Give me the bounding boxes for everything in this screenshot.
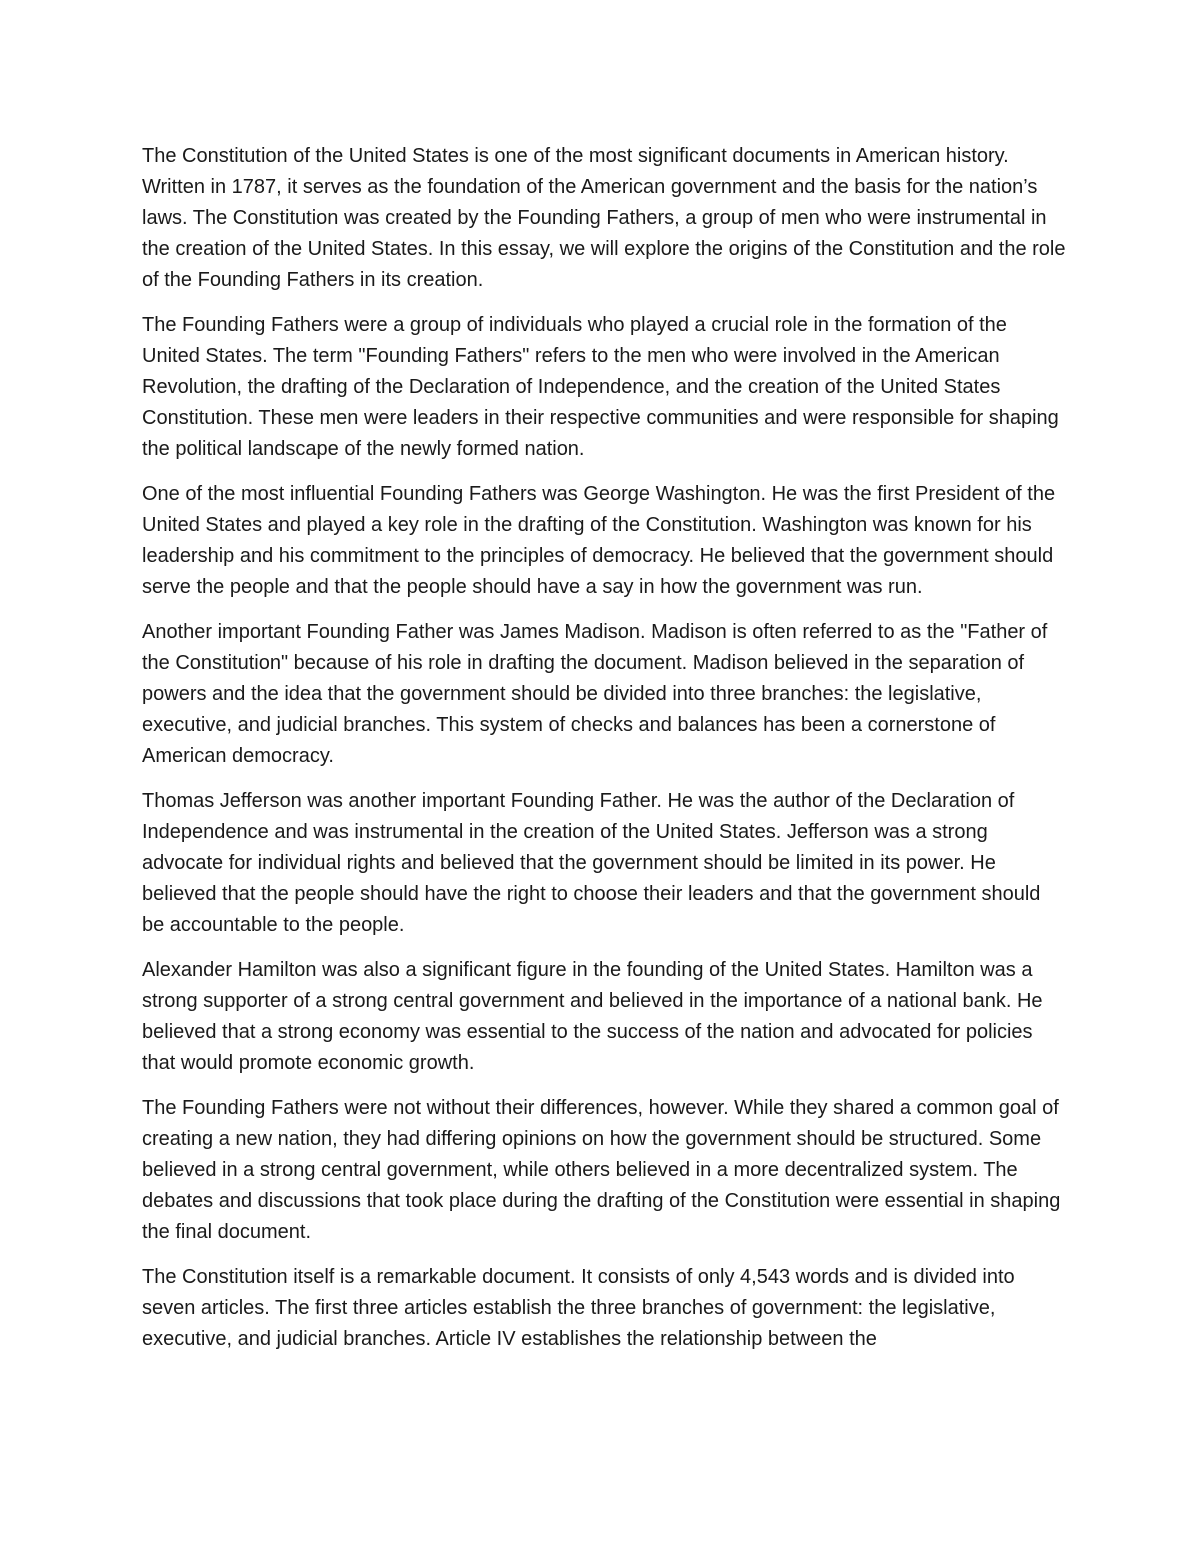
paragraph-1: The Constitution of the United States is one of the most significant documents in American history. Written in 1787, it serves as the foundation of the American government and the basis for the nation’s laws. The Constitution was created by the Founding Fathers, a group of men who were instrumental in the creation of the United States. In this essay, we will explore the origins of the Constitution and the role of the Founding Fathers in its creation.	[142, 145, 1066, 291]
paragraph-2: The Founding Fathers were a group of individuals who played a crucial role in the formation of the United States. The term "Founding Fathers" refers to the men who were involved in the American Revolution, the drafting of the Declaration of Independence, and the creation of the United States Constitution. These men were leaders in their respective communities and were responsible for shaping the political landscape of the newly formed nation.	[142, 314, 1059, 460]
paragraph-7: The Founding Fathers were not without their differences, however. While they shared a common goal of creating a new nation, they had differing opinions on how the government should be structured. Some believed in a strong central government, while others believed in a more decentralized system. The debates and discussions that took place during the drafting of the Constitution were essential in shaping the final document.	[142, 1097, 1061, 1243]
paragraph-6: Alexander Hamilton was also a significant figure in the founding of the United States. Hamilton was a strong supporter of a strong central government and believed in the importance of a national bank. He believed that a strong economy was essential to the success of the nation and advocated for policies that would promote economic growth.	[142, 959, 1043, 1074]
paragraph-8: The Constitution itself is a remarkable document. It consists of only 4,543 words and is divided into seven articles. The first three articles establish the three branches of government: the legislative, executive, and judicial branches. Article IV establishes the relationship between the	[142, 1266, 1015, 1350]
document-body	[142, 141, 1067, 1369]
paragraph-3: One of the most influential Founding Fathers was George Washington. He was the first President of the United States and played a key role in the drafting of the Constitution. Washington was known for his leadership and his commitment to the principles of democracy. He believed that the government should serve the people and that the people should have a say in how the government was run.	[142, 483, 1056, 598]
paragraph-4: Another important Founding Father was James Madison. Madison is often referred to as the "Father of the Constitution" because of his role in drafting the document. Madison believed in the separation of powers and the idea that the government should be divided into three branches: the legislative, executive, and judicial branches. This system of checks and balances has been a cornerstone of American democracy.	[142, 621, 1048, 767]
paragraph-5: Thomas Jefferson was another important Founding Father. He was the author of the Declaration of Independence and was instrumental in the creation of the United States. Jefferson was a strong advocate for individual rights and believed that the government should be limited in its power. He believed that the people should have the right to choose their leaders and that the government should be accountable to the people.	[142, 790, 1041, 936]
